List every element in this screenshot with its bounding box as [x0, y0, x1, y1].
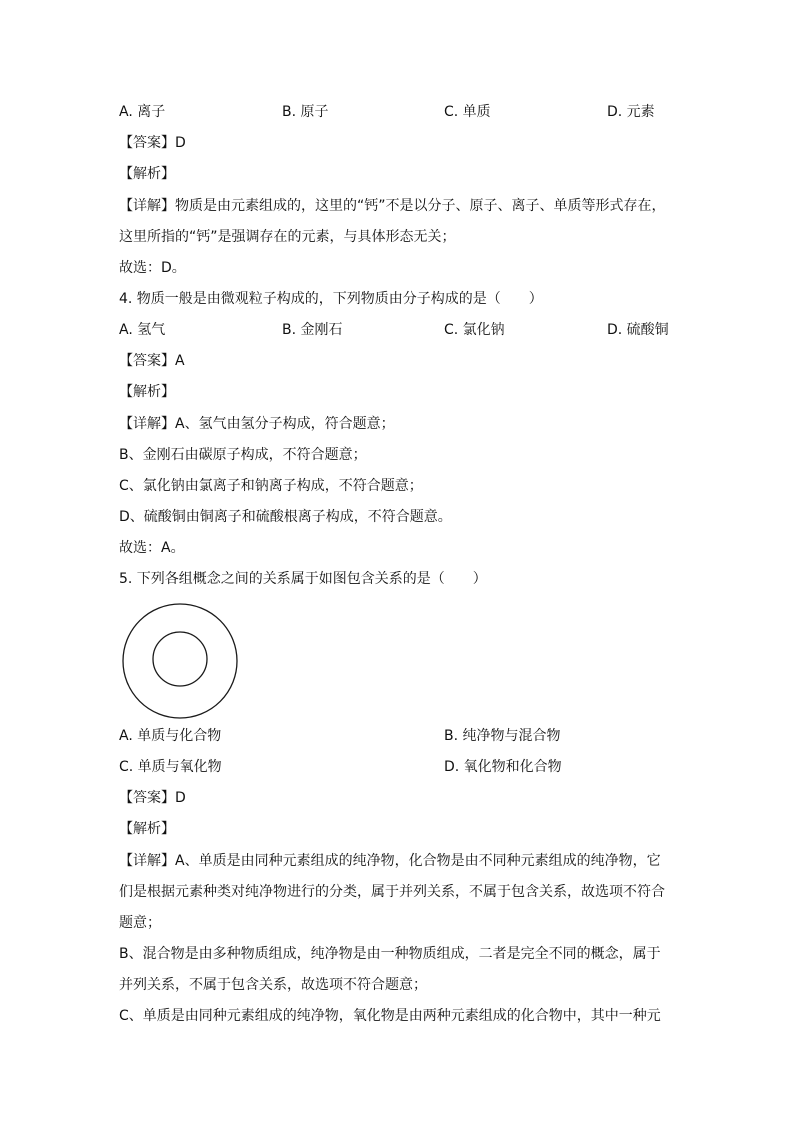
q4-detail-line-2: B、金刚石由碳原子构成，不符合题意； [119, 447, 367, 463]
outer-circle [123, 604, 237, 718]
q4-option-b: B. 金刚石 [282, 322, 343, 338]
q5-detail-line-5: 并列关系，不属于包含关系，故选项不符合题意； [119, 977, 427, 993]
q3-detail-text-1: 物质是由元素组成的，这里的“钙”不是以分子、原子、离子、单质等形式存在， [175, 198, 666, 214]
q4-analysis-heading [119, 383, 175, 401]
q3-answer-line [119, 134, 186, 152]
q4-stem: 4. 物质一般是由微观粒子构成的，下列物质由分子构成的是（ ） [119, 291, 543, 307]
q3-answer: D [175, 135, 186, 151]
q4-answer-tag: 【 答案 】 [119, 353, 175, 369]
q4-conclusion: 故选：A。 [119, 540, 185, 556]
q4-detail-line-3: C、氯化钠由氯离子和钠离子构成，不符合题意； [119, 478, 423, 494]
q3-answer-tag: 【 答案 】 [119, 135, 175, 151]
q4-detail-line-1 [119, 415, 395, 433]
q3-detail-line-2: 这里所指的“钙”是强调存在的元素，与具体形态无关； [119, 229, 456, 245]
q5-detail-line-4: B、混合物是由多种物质组成，纯净物是由一种物质组成，二者是完全不同的概念，属于 [119, 946, 661, 962]
q4-analysis-tag: 【 解析 】 [119, 384, 175, 400]
q4-detail-text-1: A、氢气由氢分子构成，符合题意； [175, 416, 395, 432]
q5-detail-line-1 [119, 852, 661, 870]
q5-stem: 5. 下列各组概念之间的关系属于如图包含关系的是（ ） [119, 571, 487, 587]
q3-option-c: C. 单质 [444, 104, 491, 120]
q5-answer-tag: 【 答案 】 [119, 790, 175, 806]
q5-analysis-tag: 【 解析 】 [119, 821, 175, 837]
q5-answer-line [119, 789, 186, 807]
q4-detail-line-4: D、硫酸铜由铜离子和硫酸根离子构成，不符合题意。 [119, 509, 452, 525]
q3-option-a: A. 离子 [119, 104, 166, 120]
inner-circle [153, 632, 207, 686]
q5-option-b: B. 纯净物与混合物 [444, 728, 561, 744]
q3-option-b: B. 原子 [282, 104, 329, 120]
q5-detail-tag: 【 详解 】 [119, 853, 175, 869]
concentric-circles-diagram [118, 603, 242, 721]
q4-detail-tag: 【 详解 】 [119, 416, 175, 432]
q5-detail-line-3: 题意； [119, 915, 161, 931]
q3-detail-line-1 [119, 197, 666, 215]
q3-analysis-tag: 【 解析 】 [119, 166, 175, 182]
q5-answer: D [175, 790, 186, 806]
q5-option-c: C. 单质与氧化物 [119, 759, 222, 775]
q5-option-a: A. 单质与化合物 [119, 728, 222, 744]
q3-detail-tag: 【 详解 】 [119, 198, 175, 214]
q5-detail-text-1: A、单质是由同种元素组成的纯净物，化合物是由不同种元素组成的纯净物，它 [175, 853, 661, 869]
q5-detail-line-6: C、单质是由同种元素组成的纯净物，氧化物是由两种元素组成的化合物中，其中一种元 [119, 1008, 661, 1024]
q5-option-d: D. 氧化物和化合物 [444, 759, 562, 775]
q5-analysis-heading [119, 820, 175, 838]
q4-answer: A [175, 353, 185, 369]
q5-detail-line-2: 们是根据元素种类对纯净物进行的分类，属于并列关系，不属于包含关系，故选项不符合 [119, 884, 665, 900]
q3-analysis-heading [119, 165, 175, 183]
q4-option-d: D. 硫酸铜 [607, 322, 669, 338]
q4-option-c: C. 氯化钠 [444, 322, 505, 338]
q3-option-d: D. 元素 [607, 104, 655, 120]
q3-conclusion: 故选：D。 [119, 260, 186, 276]
q4-answer-line [119, 352, 185, 370]
q4-option-a: A. 氢气 [119, 322, 166, 338]
